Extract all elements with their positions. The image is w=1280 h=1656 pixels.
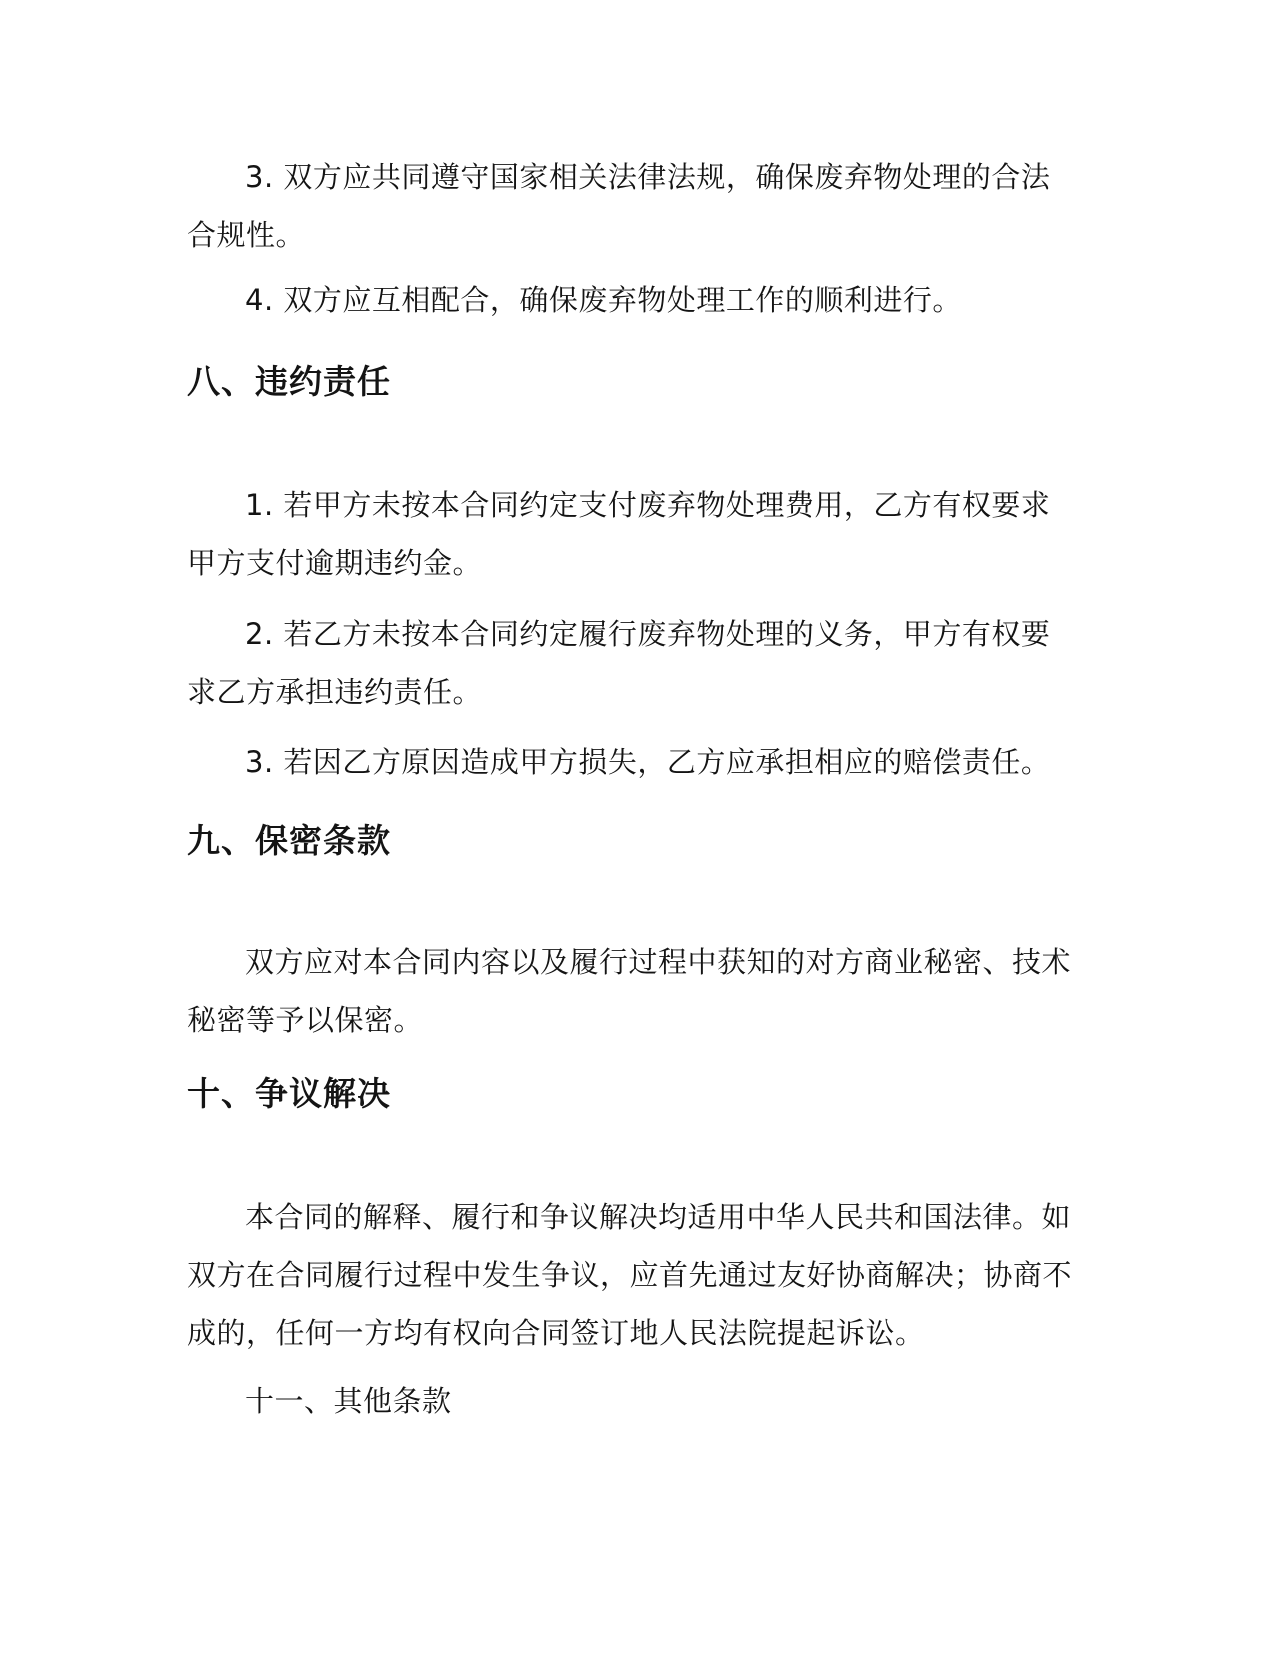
clause-7-3: 3. 双方应共同遵守国家相关法律法规，确保废弃物处理的合法合规性。 [187, 160, 1051, 252]
clause-8-2: 2. 若乙方未按本合同约定履行废弃物处理的义务，甲方有权要求乙方承担违约责任。 [187, 617, 1051, 709]
section-10-heading: 十、争议解决 [187, 1074, 391, 1113]
clause-7-4: 4. 双方应互相配合，确保废弃物处理工作的顺利进行。 [245, 283, 962, 317]
section-9-heading: 九、保密条款 [187, 821, 391, 860]
section-11-heading: 十一、其他条款 [245, 1384, 452, 1418]
clause-8-3: 3. 若因乙方原因造成甲方损失，乙方应承担相应的赔偿责任。 [245, 745, 1051, 779]
section-8-heading: 八、违约责任 [187, 362, 391, 401]
clause-8-1: 1. 若甲方未按本合同约定支付废弃物处理费用，乙方有权要求甲方支付逾期违约金。 [187, 488, 1051, 580]
section-9-body: 双方应对本合同内容以及履行过程中获知的对方商业秘密、技术秘密等予以保密。 [187, 945, 1072, 1037]
section-10-body: 本合同的解释、履行和争议解决均适用中华人民共和国法律。如双方在合同履行过程中发生争议，应首先通过友好协商解决；协商不成的，任何一方均有权向合同签订地人民法院提起诉讼。 [187, 1200, 1073, 1350]
